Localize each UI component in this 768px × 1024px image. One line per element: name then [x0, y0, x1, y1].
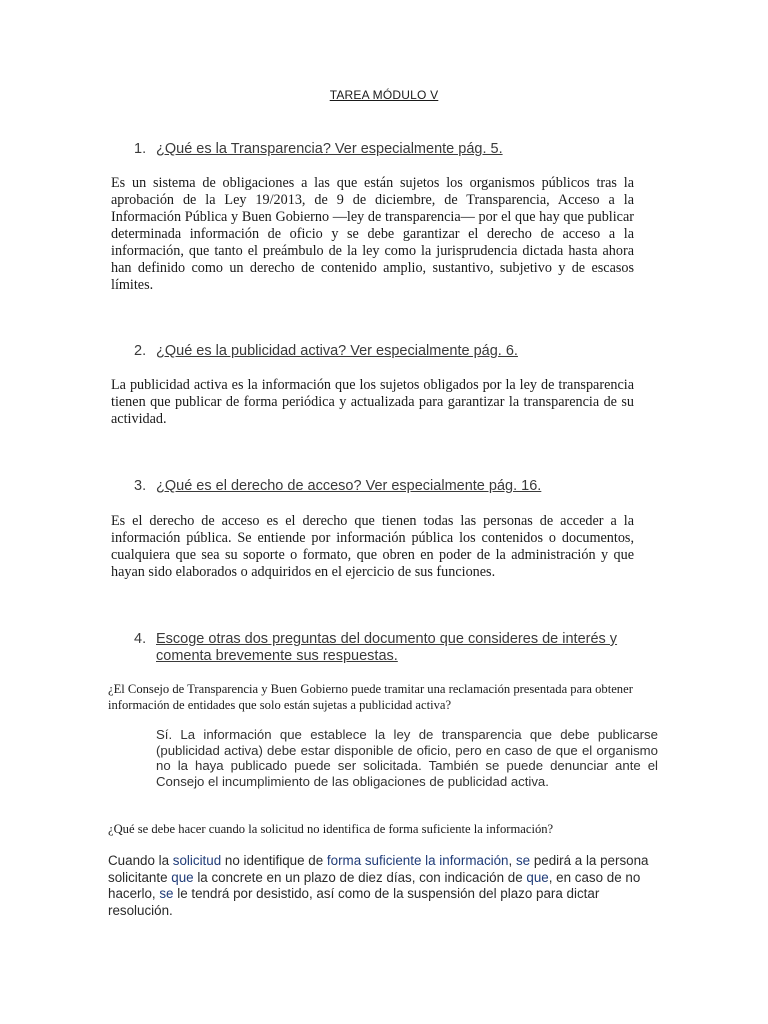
highlighted-run: que	[526, 869, 549, 885]
text-run: pedirá a la persona solicitante	[108, 853, 649, 885]
text-run: le tendrá por desistido, así como de la suspensión del plazo para dictar resolución.	[108, 886, 600, 918]
question-number: 1.	[134, 141, 147, 157]
answer-1: Es un sistema de obligaciones a las que están sujetos los organismos públicos tras la aprobación de la Ley 19/2013, de 9 de diciembre, de Transparencia, Acceso a la Información Pública y Buen Gobierno —ley de transparencia— por el que hay que publicar determinada información de oficio y se debe garantizar el derecho de acceso a la información, que tanto el preámbulo de la ley como la jurisprudencia dictada hasta ahora han definido como un derecho de contenido amplio, sustantivo, subjetivo y de escasos límites.	[111, 175, 634, 293]
question-text: ¿Qué es el derecho de acceso? Ver especialmente pág. 16.	[156, 478, 542, 494]
question-number: 2.	[134, 343, 147, 359]
answer-3: Es el derecho de acceso es el derecho que tienen todas las personas de acceder a la información pública. Se entiende por información pública los contenidos o documentos, cualquiera que sea su soporte o formato, que obren en poder de la administración y que hayan sido elaborados o adquiridos en el ejercicio de sus funciones.	[111, 513, 634, 580]
highlighted-run: se	[515, 853, 531, 868]
question-4	[134, 631, 664, 667]
question-1	[134, 141, 654, 159]
subanswer-2	[108, 853, 660, 919]
subanswer-1: Sí. La información que establece la ley de transparencia que debe publicarse (publicidad activa) debe estar disponible de oficio, pero en caso de que el organismo no la haya publicado puede ser solicitada. También se puede denunciar ante el Consejo el incumplimiento de las obligaciones de publicidad activa.	[156, 727, 658, 789]
answer-2: La publicidad activa es la información que los sujetos obligados por la ley de transparencia tienen que publicar de forma periódica y actualizada para garantizar la transparencia de su actividad.	[111, 377, 634, 427]
question-number: 4.	[134, 631, 147, 647]
highlighted-run: que	[171, 869, 194, 885]
question-text: Escoge otras dos preguntas del documento que consideres de interés y comenta brevemente sus respuestas.	[156, 631, 618, 664]
question-number: 3.	[134, 478, 147, 494]
text-run: no identifique de	[221, 853, 327, 868]
question-2	[134, 343, 654, 361]
question-text: ¿Qué es la publicidad activa? Ver especialmente pág. 6.	[156, 343, 518, 359]
page-title: TAREA MÓDULO V	[329, 88, 439, 102]
highlighted-run: solicitud	[172, 853, 222, 868]
subquestion-1: ¿El Consejo de Transparencia y Buen Gobierno puede tramitar una reclamación presentada para obtener información de entidades que solo están sujetas a publicidad activa?	[108, 682, 633, 712]
subquestion-2: ¿Qué se debe hacer cuando la solicitud no identifica de forma suficiente la información?	[108, 822, 554, 836]
text-run: la concrete en un plazo de diez días, con indicación de	[193, 869, 527, 885]
text-run: , en caso de no hacerlo,	[108, 869, 641, 901]
text-run: ,	[508, 853, 516, 868]
highlighted-run: forma suficiente la información	[326, 853, 509, 868]
highlighted-run: se	[159, 886, 174, 901]
question-text: ¿Qué es la Transparencia? Ver especialmente pág. 5.	[156, 141, 503, 157]
question-3	[134, 478, 654, 496]
text-run: Cuando la	[108, 853, 173, 868]
